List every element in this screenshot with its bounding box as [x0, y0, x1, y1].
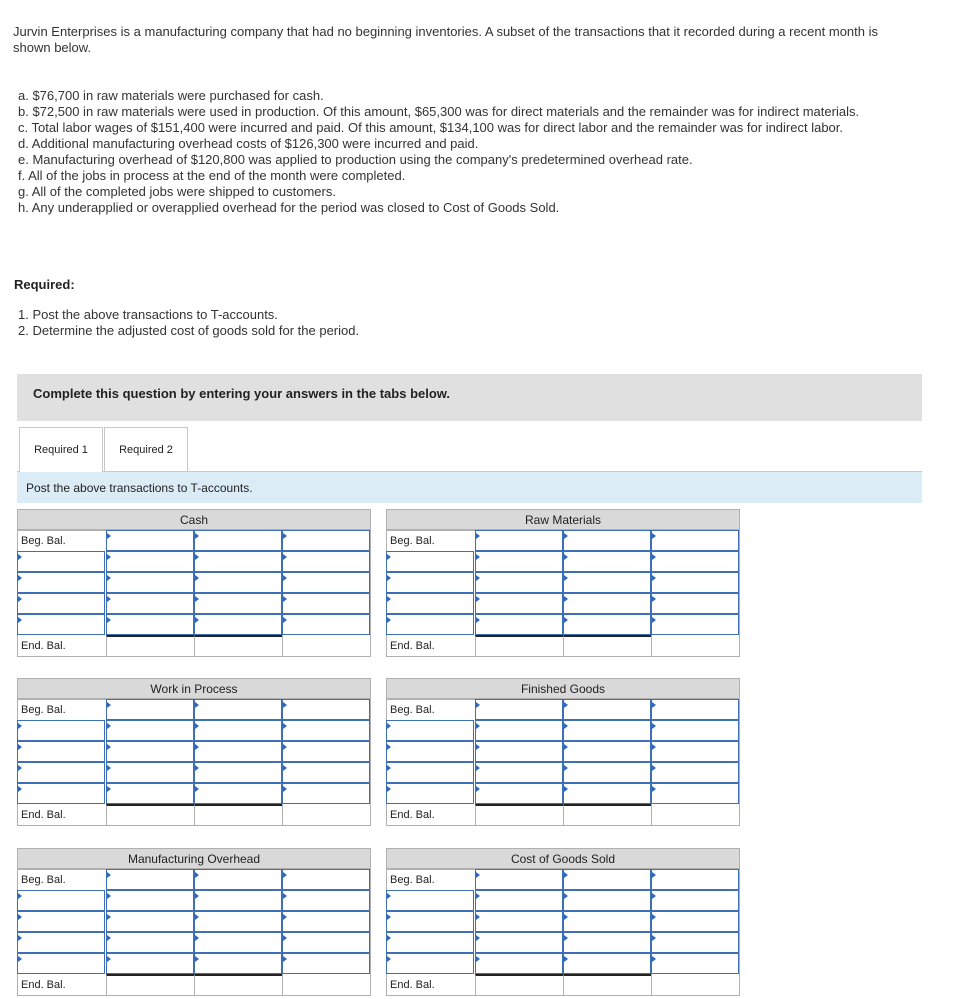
dropdown-marker-icon [195, 914, 199, 920]
debit-ref-select[interactable] [17, 720, 105, 741]
dropdown-marker-icon [387, 723, 391, 729]
credit-ref-select[interactable] [563, 572, 651, 593]
credit-amount-input[interactable] [651, 741, 739, 762]
credit-amount-input[interactable] [282, 911, 370, 932]
dropdown-marker-icon [283, 765, 287, 771]
end-bal-credit-label [563, 974, 651, 995]
debit-ref-select[interactable] [17, 762, 105, 783]
end-bal-credit-label [194, 974, 282, 995]
debit-amount-input[interactable] [475, 551, 563, 572]
credit-amount-input[interactable] [651, 932, 739, 953]
tab-instruction: Post the above transactions to T-accounts. [26, 481, 253, 495]
dropdown-marker-icon [476, 723, 480, 729]
dropdown-marker-icon [283, 956, 287, 962]
debit-amount-input[interactable] [475, 530, 563, 551]
dropdown-marker-icon [195, 702, 199, 708]
end-bal-credit [651, 804, 739, 825]
t-account-title: Cost of Goods Sold [386, 848, 740, 869]
dropdown-marker-icon [283, 617, 287, 623]
dropdown-marker-icon [283, 575, 287, 581]
dropdown-marker-icon [283, 723, 287, 729]
credit-ref-select[interactable] [563, 890, 651, 911]
dropdown-marker-icon [283, 533, 287, 539]
debit-ref-select[interactable] [17, 572, 105, 593]
dropdown-marker-icon [476, 914, 480, 920]
end-bal-credit [651, 635, 739, 656]
credit-amount-input[interactable] [282, 932, 370, 953]
debit-ref-select[interactable] [386, 953, 474, 974]
dropdown-marker-icon [18, 786, 22, 792]
debit-amount-input[interactable] [106, 720, 194, 741]
dropdown-marker-icon [564, 935, 568, 941]
debit-amount-input[interactable] [475, 741, 563, 762]
debit-ref-select[interactable] [386, 551, 474, 572]
dropdown-marker-icon [18, 723, 22, 729]
credit-amount-input[interactable] [651, 720, 739, 741]
debit-amount-input[interactable] [106, 953, 194, 974]
dropdown-marker-icon [387, 786, 391, 792]
required-heading: Required: [14, 277, 75, 292]
credit-ref-select[interactable] [563, 932, 651, 953]
dropdown-marker-icon [107, 617, 111, 623]
end-bal-label: End. Bal. [17, 974, 105, 995]
credit-amount-input[interactable] [282, 783, 370, 804]
dropdown-marker-icon [476, 765, 480, 771]
dropdown-marker-icon [476, 575, 480, 581]
debit-ref-select[interactable] [386, 593, 474, 614]
credit-ref-select[interactable] [194, 869, 282, 890]
credit-ref-select[interactable] [563, 614, 651, 635]
dropdown-marker-icon [564, 617, 568, 623]
credit-amount-input[interactable] [651, 953, 739, 974]
debit-amount-input[interactable] [475, 890, 563, 911]
credit-amount-input[interactable] [651, 614, 739, 635]
dropdown-marker-icon [387, 914, 391, 920]
dropdown-marker-icon [564, 744, 568, 750]
dropdown-marker-icon [195, 723, 199, 729]
debit-ref-select[interactable] [386, 890, 474, 911]
debit-amount-input[interactable] [106, 530, 194, 551]
dropdown-marker-icon [564, 893, 568, 899]
dropdown-marker-icon [107, 956, 111, 962]
dropdown-marker-icon [283, 872, 287, 878]
dropdown-marker-icon [107, 554, 111, 560]
dropdown-marker-icon [387, 935, 391, 941]
credit-amount-input[interactable] [651, 572, 739, 593]
dropdown-marker-icon [107, 872, 111, 878]
dropdown-marker-icon [476, 617, 480, 623]
end-bal-debit [475, 804, 563, 825]
credit-amount-input[interactable] [651, 551, 739, 572]
dropdown-marker-icon [195, 893, 199, 899]
dropdown-marker-icon [652, 617, 656, 623]
credit-ref-select[interactable] [194, 762, 282, 783]
debit-amount-input[interactable] [106, 932, 194, 953]
debit-amount-input[interactable] [475, 762, 563, 783]
credit-ref-select[interactable] [194, 932, 282, 953]
credit-ref-select[interactable] [194, 572, 282, 593]
debit-amount-input[interactable] [106, 741, 194, 762]
transaction-item: f. All of the jobs in process at the end of the month were completed. [18, 168, 406, 183]
t-account-title: Work in Process [17, 678, 371, 699]
credit-amount-input[interactable] [282, 869, 370, 890]
credit-ref-select[interactable] [194, 911, 282, 932]
t-account-finished-goods [386, 678, 740, 826]
dropdown-marker-icon [18, 893, 22, 899]
credit-amount-input[interactable] [651, 869, 739, 890]
end-bal-label: End. Bal. [17, 635, 105, 656]
debit-amount-input[interactable] [106, 762, 194, 783]
t-account-title: Finished Goods [386, 678, 740, 699]
debit-amount-input[interactable] [475, 869, 563, 890]
dropdown-marker-icon [107, 596, 111, 602]
beg-bal-label: Beg. Bal. [17, 869, 105, 890]
credit-ref-select[interactable] [563, 699, 651, 720]
credit-ref-select[interactable] [194, 741, 282, 762]
dropdown-marker-icon [652, 575, 656, 581]
end-bal-label: End. Bal. [17, 804, 105, 825]
dropdown-marker-icon [283, 893, 287, 899]
credit-amount-input[interactable] [282, 890, 370, 911]
dropdown-marker-icon [564, 702, 568, 708]
credit-amount-input[interactable] [282, 593, 370, 614]
credit-amount-input[interactable] [282, 720, 370, 741]
dropdown-marker-icon [18, 554, 22, 560]
dropdown-marker-icon [107, 533, 111, 539]
t-account-manufacturing-overhead [17, 848, 371, 996]
beg-bal-label: Beg. Bal. [17, 530, 105, 551]
debit-ref-select[interactable] [386, 932, 474, 953]
credit-ref-select[interactable] [563, 720, 651, 741]
credit-ref-select[interactable] [194, 720, 282, 741]
banner-text: Complete this question by entering your answers in the tabs below. [33, 386, 451, 401]
debit-amount-input[interactable] [475, 699, 563, 720]
dropdown-marker-icon [564, 956, 568, 962]
tab-required-1[interactable]: Required 1 [19, 427, 103, 472]
dropdown-marker-icon [107, 935, 111, 941]
end-bal-debit [106, 804, 194, 825]
credit-amount-input[interactable] [651, 530, 739, 551]
dropdown-marker-icon [387, 893, 391, 899]
t-account-title: Cash [17, 509, 371, 530]
dropdown-marker-icon [195, 935, 199, 941]
debit-amount-input[interactable] [475, 614, 563, 635]
tab-instruction-bar [17, 472, 922, 503]
debit-ref-select[interactable] [17, 953, 105, 974]
dropdown-marker-icon [283, 935, 287, 941]
debit-amount-input[interactable] [475, 911, 563, 932]
dropdown-marker-icon [652, 893, 656, 899]
dropdown-marker-icon [564, 765, 568, 771]
debit-ref-select[interactable] [386, 614, 474, 635]
end-bal-label: End. Bal. [386, 635, 474, 656]
dropdown-marker-icon [195, 956, 199, 962]
dropdown-marker-icon [18, 575, 22, 581]
debit-ref-select[interactable] [386, 741, 474, 762]
debit-amount-input[interactable] [106, 593, 194, 614]
credit-amount-input[interactable] [282, 699, 370, 720]
dropdown-marker-icon [476, 786, 480, 792]
transaction-item: c. Total labor wages of $151,400 were incurred and paid. Of this amount, $134,100 was for direct labor and the remainder was for indirect labor. [18, 120, 844, 135]
dropdown-marker-icon [476, 893, 480, 899]
credit-amount-input[interactable] [651, 890, 739, 911]
debit-ref-select[interactable] [17, 741, 105, 762]
dropdown-marker-icon [195, 617, 199, 623]
dropdown-marker-icon [195, 575, 199, 581]
dropdown-marker-icon [387, 575, 391, 581]
end-bal-debit [475, 974, 563, 995]
end-bal-credit-label [194, 804, 282, 825]
dropdown-marker-icon [476, 872, 480, 878]
credit-amount-input[interactable] [282, 530, 370, 551]
credit-amount-input[interactable] [651, 699, 739, 720]
debit-ref-select[interactable] [17, 890, 105, 911]
dropdown-marker-icon [476, 533, 480, 539]
dropdown-marker-icon [564, 914, 568, 920]
beg-bal-label: Beg. Bal. [386, 699, 474, 720]
debit-amount-input[interactable] [106, 783, 194, 804]
beg-bal-label: Beg. Bal. [386, 869, 474, 890]
dropdown-marker-icon [652, 533, 656, 539]
end-bal-debit [106, 635, 194, 656]
credit-ref-select[interactable] [563, 869, 651, 890]
t-account-work-in-process [17, 678, 371, 826]
credit-ref-select[interactable] [563, 593, 651, 614]
dropdown-marker-icon [564, 786, 568, 792]
dropdown-marker-icon [652, 723, 656, 729]
credit-ref-select[interactable] [563, 911, 651, 932]
dropdown-marker-icon [476, 554, 480, 560]
debit-ref-select[interactable] [386, 720, 474, 741]
debit-amount-input[interactable] [106, 911, 194, 932]
dropdown-marker-icon [195, 765, 199, 771]
debit-ref-select[interactable] [386, 762, 474, 783]
dropdown-marker-icon [387, 956, 391, 962]
transaction-item: h. Any underapplied or overapplied overhead for the period was closed to Cost of Goods Sold. [18, 200, 560, 215]
t-account-title: Raw Materials [386, 509, 740, 530]
credit-ref-select[interactable] [194, 890, 282, 911]
credit-ref-select[interactable] [563, 741, 651, 762]
dropdown-marker-icon [18, 744, 22, 750]
debit-ref-select[interactable] [386, 911, 474, 932]
dropdown-marker-icon [107, 744, 111, 750]
debit-amount-input[interactable] [475, 783, 563, 804]
debit-ref-select[interactable] [17, 932, 105, 953]
dropdown-marker-icon [107, 786, 111, 792]
dropdown-marker-icon [107, 765, 111, 771]
credit-amount-input[interactable] [282, 741, 370, 762]
dropdown-marker-icon [107, 893, 111, 899]
dropdown-marker-icon [107, 723, 111, 729]
end-bal-debit [106, 974, 194, 995]
transaction-item: g. All of the completed jobs were shipped to customers. [18, 184, 336, 199]
credit-amount-input[interactable] [651, 783, 739, 804]
tab-required-2[interactable]: Required 2 [104, 427, 188, 471]
dropdown-marker-icon [283, 914, 287, 920]
dropdown-marker-icon [283, 744, 287, 750]
debit-amount-input[interactable] [106, 551, 194, 572]
end-bal-label: End. Bal. [386, 974, 474, 995]
beg-bal-label: Beg. Bal. [386, 530, 474, 551]
dropdown-marker-icon [283, 786, 287, 792]
debit-ref-select[interactable] [17, 614, 105, 635]
dropdown-marker-icon [387, 596, 391, 602]
dropdown-marker-icon [387, 554, 391, 560]
credit-amount-input[interactable] [651, 911, 739, 932]
credit-ref-select[interactable] [563, 530, 651, 551]
dropdown-marker-icon [476, 702, 480, 708]
dropdown-marker-icon [18, 765, 22, 771]
debit-amount-input[interactable] [475, 932, 563, 953]
credit-ref-select[interactable] [194, 953, 282, 974]
credit-ref-select[interactable] [194, 614, 282, 635]
dropdown-marker-icon [652, 786, 656, 792]
dropdown-marker-icon [195, 872, 199, 878]
end-bal-credit-label [563, 804, 651, 825]
debit-amount-input[interactable] [106, 572, 194, 593]
credit-amount-input[interactable] [282, 572, 370, 593]
dropdown-marker-icon [564, 596, 568, 602]
end-bal-credit-label [194, 635, 282, 656]
dropdown-marker-icon [107, 702, 111, 708]
dropdown-marker-icon [387, 765, 391, 771]
dropdown-marker-icon [652, 554, 656, 560]
debit-ref-select[interactable] [17, 911, 105, 932]
debit-amount-input[interactable] [475, 953, 563, 974]
debit-amount-input[interactable] [106, 614, 194, 635]
dropdown-marker-icon [195, 596, 199, 602]
dropdown-marker-icon [476, 596, 480, 602]
dropdown-marker-icon [476, 935, 480, 941]
debit-ref-select[interactable] [17, 551, 105, 572]
transaction-list [18, 88, 878, 216]
dropdown-marker-icon [18, 935, 22, 941]
dropdown-marker-icon [18, 956, 22, 962]
debit-ref-select[interactable] [17, 783, 105, 804]
debit-amount-input[interactable] [475, 720, 563, 741]
debit-amount-input[interactable] [475, 572, 563, 593]
debit-ref-select[interactable] [386, 572, 474, 593]
beg-bal-label: Beg. Bal. [17, 699, 105, 720]
debit-amount-input[interactable] [475, 593, 563, 614]
required-item: 1. Post the above transactions to T-accounts. [18, 307, 278, 322]
problem-intro: Jurvin Enterprises is a manufacturing company that had no beginning inventories. A subset of the transactions that it recorded during a recent month is shown below. [13, 24, 878, 55]
dropdown-marker-icon [476, 956, 480, 962]
dropdown-marker-icon [652, 744, 656, 750]
dropdown-marker-icon [652, 935, 656, 941]
end-bal-credit [282, 635, 370, 656]
credit-ref-select[interactable] [194, 783, 282, 804]
end-bal-credit-label [563, 635, 651, 656]
end-bal-label: End. Bal. [386, 804, 474, 825]
credit-ref-select[interactable] [563, 551, 651, 572]
credit-amount-input[interactable] [282, 762, 370, 783]
debit-ref-select[interactable] [386, 783, 474, 804]
end-bal-credit [651, 974, 739, 995]
t-account-title: Manufacturing Overhead [17, 848, 371, 869]
credit-ref-select[interactable] [194, 699, 282, 720]
dropdown-marker-icon [652, 702, 656, 708]
end-bal-credit [282, 974, 370, 995]
credit-amount-input[interactable] [282, 551, 370, 572]
t-account-raw-materials [386, 509, 740, 657]
dropdown-marker-icon [387, 744, 391, 750]
dropdown-marker-icon [387, 617, 391, 623]
credit-ref-select[interactable] [194, 551, 282, 572]
end-bal-credit [282, 804, 370, 825]
dropdown-marker-icon [283, 596, 287, 602]
required-item: 2. Determine the adjusted cost of goods sold for the period. [18, 323, 360, 338]
required-list [18, 307, 359, 339]
dropdown-marker-icon [564, 575, 568, 581]
dropdown-marker-icon [652, 765, 656, 771]
dropdown-marker-icon [652, 872, 656, 878]
credit-amount-input[interactable] [282, 953, 370, 974]
instructions-banner [17, 374, 922, 421]
transaction-item: b. $72,500 in raw materials were used in production. Of this amount, $65,300 was for direct materials and the remainder was for indirect materials. [18, 104, 860, 119]
dropdown-marker-icon [476, 744, 480, 750]
dropdown-marker-icon [564, 872, 568, 878]
dropdown-marker-icon [195, 533, 199, 539]
dropdown-marker-icon [652, 596, 656, 602]
dropdown-marker-icon [283, 554, 287, 560]
dropdown-marker-icon [283, 702, 287, 708]
dropdown-marker-icon [195, 786, 199, 792]
t-account-cash [17, 509, 371, 657]
dropdown-marker-icon [18, 914, 22, 920]
credit-ref-select[interactable] [194, 593, 282, 614]
credit-amount-input[interactable] [651, 593, 739, 614]
credit-ref-select[interactable] [563, 762, 651, 783]
transaction-item: e. Manufacturing overhead of $120,800 was applied to production using the company's predetermined overhead rate. [18, 152, 693, 167]
debit-amount-input[interactable] [106, 890, 194, 911]
dropdown-marker-icon [107, 914, 111, 920]
debit-ref-select[interactable] [17, 593, 105, 614]
dropdown-marker-icon [195, 744, 199, 750]
end-bal-debit [475, 635, 563, 656]
dropdown-marker-icon [18, 596, 22, 602]
debit-amount-input[interactable] [106, 869, 194, 890]
dropdown-marker-icon [564, 723, 568, 729]
transaction-item: a. $76,700 in raw materials were purchased for cash. [18, 88, 324, 103]
t-account-cost-of-goods-sold [386, 848, 740, 996]
dropdown-marker-icon [564, 533, 568, 539]
dropdown-marker-icon [195, 554, 199, 560]
debit-amount-input[interactable] [106, 699, 194, 720]
dropdown-marker-icon [652, 914, 656, 920]
credit-ref-select[interactable] [194, 530, 282, 551]
dropdown-marker-icon [107, 575, 111, 581]
dropdown-marker-icon [652, 956, 656, 962]
transaction-item: d. Additional manufacturing overhead costs of $126,300 were incurred and paid. [18, 136, 479, 151]
credit-ref-select[interactable] [563, 783, 651, 804]
dropdown-marker-icon [564, 554, 568, 560]
credit-ref-select[interactable] [563, 953, 651, 974]
credit-amount-input[interactable] [282, 614, 370, 635]
dropdown-marker-icon [18, 617, 22, 623]
credit-amount-input[interactable] [651, 762, 739, 783]
